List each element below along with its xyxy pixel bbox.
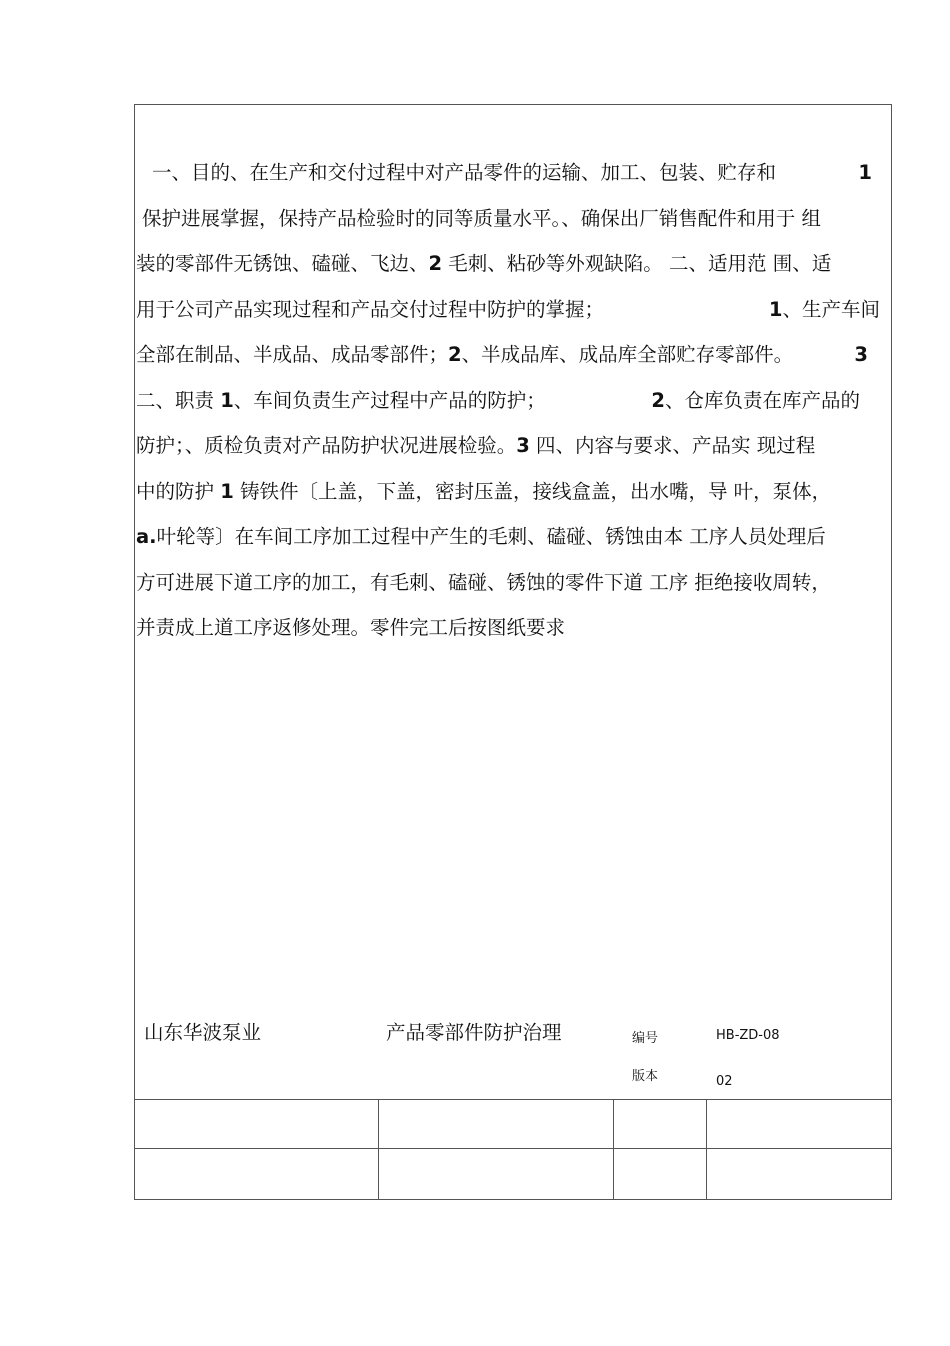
text-segment: 并责成上道工序返修处理。零件完工后按图纸要求	[136, 616, 566, 639]
body-line	[136, 332, 880, 378]
body-line	[136, 423, 880, 469]
text-segment: 防护；、质检负责对产品防护状况进展检验。	[136, 434, 517, 457]
text-segment: 保护进展掌握，保持产品检验时的同等质量水平。、确保出厂销售配件和用于 组	[142, 206, 821, 230]
body-line	[136, 605, 880, 651]
text-segment: 方可进展下道工序的加工，有毛刺、磕碰、锈蚀的零件下道 工序 拒绝接收周转，	[136, 570, 831, 594]
table-rule	[134, 1148, 892, 1149]
text-segment: 铸铁件〔上盖，下盖，密封压盖，接线盒盖，出水嘴，导 叶，泵体，	[233, 479, 832, 503]
text-segment: 全部在制品、半成品、成品零部件；	[136, 343, 449, 366]
table-rule	[134, 1099, 892, 1100]
text-segment: 一、目的、在生产和交付过程中对产品零件的运输、加工、包装、贮存和	[152, 161, 777, 184]
text-segment: 、车间负责生产过程中产品的防护；	[233, 388, 546, 412]
body-line	[136, 469, 880, 515]
text-segment: a.	[136, 525, 157, 548]
body-line	[136, 196, 880, 242]
number-value: HB-ZD-08	[716, 1028, 780, 1043]
text-segment: 用于公司产品实现过程和产品交付过程中防护的掌握；	[136, 297, 605, 321]
text-segment: 3	[854, 343, 868, 366]
body-line	[136, 378, 880, 424]
text-segment: 1	[768, 297, 783, 321]
text-segment: 2	[448, 343, 462, 366]
body-line	[136, 560, 880, 606]
text-segment: 叶轮等〕在车间工序加工过程中产生的毛刺、磕碰、锈蚀由本 工序人员处理后	[156, 525, 826, 548]
text-segment: 2	[651, 388, 665, 412]
body-line	[136, 150, 880, 196]
text-segment: 3	[516, 434, 530, 457]
text-segment: 1	[858, 161, 872, 184]
table-rule	[706, 1099, 707, 1200]
text-segment: 毛刺、粘砂等外观缺陷。 二、适用范 围、适	[442, 252, 832, 275]
company-name: 山东华波泵业	[144, 1021, 262, 1044]
body-text	[136, 150, 880, 651]
table-rule	[613, 1099, 614, 1200]
document-title: 产品零部件防护治理	[386, 1021, 562, 1044]
body-line	[136, 514, 880, 560]
version-value: 02	[716, 1074, 733, 1089]
body-line	[136, 241, 880, 287]
body-line	[136, 287, 880, 333]
text-segment: 二、职责	[136, 388, 221, 412]
text-segment: 中的防护	[136, 479, 221, 503]
version-label: 版本	[632, 1069, 659, 1084]
text-segment: 2	[428, 252, 443, 275]
text-segment: 1	[220, 479, 234, 503]
text-segment: 、半成品库、成品库全部贮存零部件。	[461, 343, 794, 366]
text-segment: 装的零部件无锈蚀、磕碰、飞边、	[136, 252, 429, 275]
text-segment: 四、内容与要求、产品实 现过程	[529, 434, 816, 457]
table-rule	[378, 1099, 379, 1200]
text-segment: 1	[220, 388, 234, 412]
number-label: 编号	[632, 1031, 659, 1046]
text-segment: 、仓库负责在库产品的	[664, 388, 860, 412]
text-segment: 、生产车间	[782, 297, 880, 321]
